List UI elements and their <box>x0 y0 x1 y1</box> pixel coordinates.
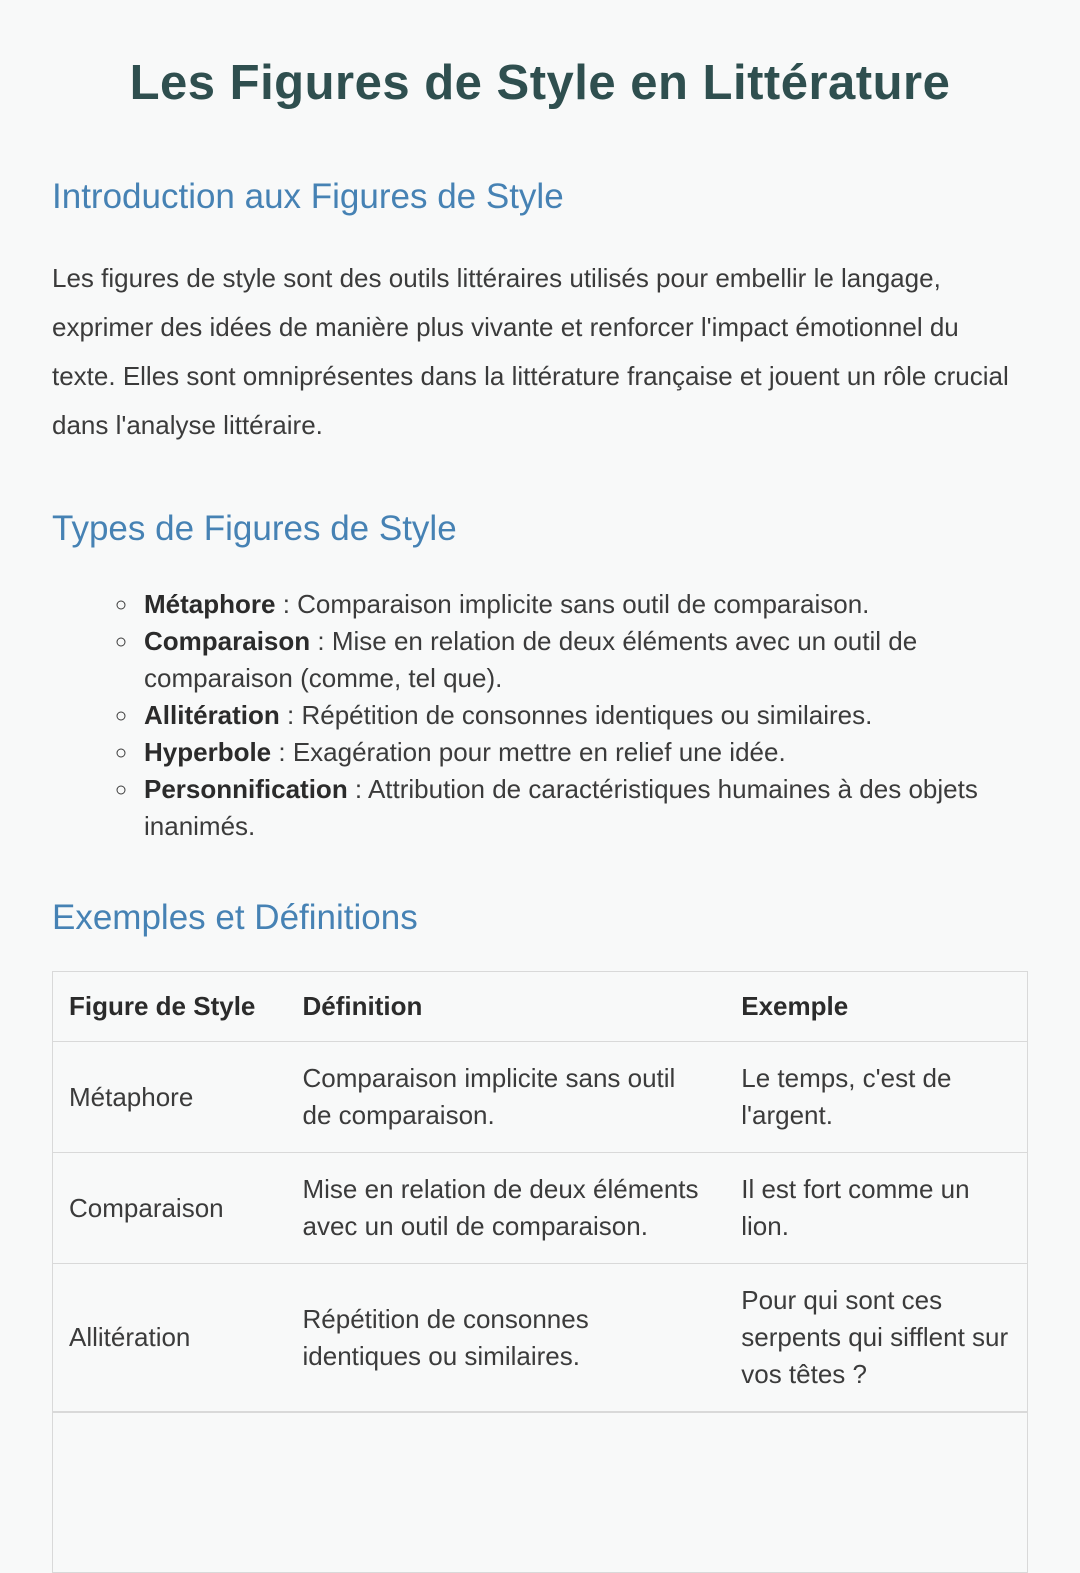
table-cell: Il est fort comme un lion. <box>725 1153 1027 1264</box>
types-list <box>52 586 1028 845</box>
table-header-cell: Exemple <box>725 972 1027 1042</box>
table-row <box>53 1264 1028 1413</box>
table-header-row <box>53 972 1028 1042</box>
table-row <box>53 1042 1028 1153</box>
examples-table <box>52 971 1028 1573</box>
section-heading-examples: Exemples et Définitions <box>52 898 418 937</box>
type-list-item: ◦ Comparaison : Mise en relation de deux éléments avec un outil de comparaison (comme, tel que). <box>140 623 1028 697</box>
table-cell: Le temps, c'est de l'argent. <box>725 1042 1027 1153</box>
table-cell: Répétition de consonnes identiques ou similaires. <box>287 1264 726 1413</box>
section-heading-types: Types de Figures de Style <box>52 509 457 548</box>
table-row-partial <box>53 1412 1028 1572</box>
table-cell <box>53 1412 1028 1572</box>
type-list-item: ◦ Allitération : Répétition de consonnes identiques ou similaires. <box>140 697 1028 734</box>
table-header-cell: Définition <box>287 972 726 1042</box>
type-list-item: ◦ Hyperbole : Exagération pour mettre en relief une idée. <box>140 734 1028 771</box>
table-cell: Métaphore <box>53 1042 287 1153</box>
table-cell: Comparaison <box>53 1153 287 1264</box>
figure-term: Métaphore <box>144 589 276 619</box>
table-cell: Comparaison implicite sans outil de comparaison. <box>287 1042 726 1153</box>
table-cell: Allitération <box>53 1264 287 1413</box>
section-introduction <box>52 174 1028 450</box>
table-cell: Mise en relation de deux éléments avec un outil de comparaison. <box>287 1153 726 1264</box>
table-header-cell: Figure de Style <box>53 972 287 1042</box>
table-cell: Pour qui sont ces serpents qui sifflent sur vos têtes ? <box>725 1264 1027 1413</box>
section-heading-introduction: Introduction aux Figures de Style <box>52 177 564 216</box>
page-title: Les Figures de Style en Littérature <box>129 56 951 110</box>
table-row <box>53 1153 1028 1264</box>
figure-term: Personnification <box>144 774 348 804</box>
type-list-item: ◦ Personnification : Attribution de caractéristiques humaines à des objets inanimés. <box>140 771 1028 845</box>
section-examples <box>52 895 1028 1573</box>
intro-paragraph: Les figures de style sont des outils littéraires utilisés pour embellir le langage, exprimer des idées de manière plus vivante et renforcer l'impact émotionnel du texte. Elles sont omniprésentes dans la littérature française et jouent un rôle crucial dans l'analyse littéraire. <box>52 263 1009 440</box>
figure-term: Comparaison <box>144 626 311 656</box>
figure-term: Allitération <box>144 700 280 730</box>
figure-term: Hyperbole <box>144 737 272 767</box>
section-types <box>52 506 1028 845</box>
type-list-item: ◦ Métaphore : Comparaison implicite sans outil de comparaison. <box>140 586 1028 623</box>
